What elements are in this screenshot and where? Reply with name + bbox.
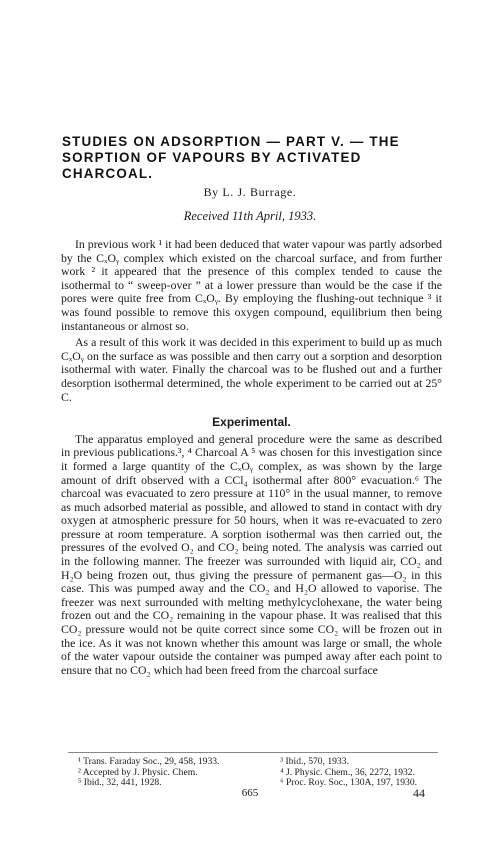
footnote: ³ Ibid., 570, 1933. [280, 756, 349, 767]
page-number: 665 [241, 787, 259, 799]
footnote: ² Accepted by J. Physic. Chem. [78, 766, 198, 778]
paragraph: The apparatus employed and general procedure were the same as described in previous publications.³, ⁴ Charcoal A ⁵ was chosen for this investigation since it formed a large quantity of the CₓOᵧ complex, as was shown by the large amount of drift observed with a CCl₄ isothermal after 800° evacuation.⁶ The charcoal was evacuated to zero pressure at 110° in the usual manner, to remove as much adsorbed material as possible, and allowed to stand in contact with dry oxygen at atmospheric pressure for 50 hours, when it was re-evacuated to zero pressure at room temperature. A sorption isothermal was then carried out, the pressures of the evolved O₂ and CO₂ being noted. The analysis was carried out in the following manner. The freezer was surrounded with liquid air, CO₂ and H₂O being frozen out, thus giving the pressure of permanent gas—O₂ in this case. This was pumped away and the CO₂ and H₂O allowed to vaporise. The freezer was next surrounded with melting methylcyclohexane, the water being frozen out and the CO₂ remaining in the vapour phase. It was realised that this CO₂ pressure would not be quite correct since some CO₂ will be frozen out in the ice. As it was not known whether this amount was large or small, the whole of the water vapour outside the container was pumped away after each point to ensure that no CO₂ which had been freed from the charcoal surface [61, 431, 442, 677]
article-body [61, 238, 442, 677]
footnote-divider [68, 752, 438, 753]
section-heading: Experimental. [212, 415, 291, 430]
author-line: By L. J. Burrage. [203, 185, 297, 199]
paragraph: In previous work ¹ it had been deduced that water vapour was partly adsorbed by the CₓOᵧ complex which existed on the charcoal surface, and from further work ² it appeared that the presence of this complex tended to cause the isothermal to “ sweep-over ” at a lower pressure than would be the case if the pores were quite free from CₓOᵧ. By employing the flushing-out technique ³ it was found possible to remove this oxygen compound, equilibrium then being instantaneous or almost so. [61, 237, 442, 333]
article-title [62, 134, 442, 182]
title-line: CHARCOAL. [62, 166, 154, 181]
footnote: ¹ Trans. Faraday Soc., 29, 458, 1933. [78, 756, 220, 767]
footnote: ⁶ Proc. Roy. Soc., 130A, 197, 1930. [280, 777, 418, 789]
footnotes [78, 757, 448, 789]
signature-mark: 44 [413, 786, 425, 800]
footnote: ⁴ J. Physic. Chem., 36, 2272, 1932. [280, 766, 415, 778]
footnote-row [78, 757, 448, 768]
title-line: STUDIES ON ADSORPTION — PART V. — THE [62, 134, 400, 149]
paragraph: As a result of this work it was decided in this experiment to build up as much CₓOᵧ on the surface as was possible and then carry out a sorption and desorption isothermal with water. Finally the charcoal was to be flushed out and a further desorption isothermal determined, the whole experiment to be carried out at 25° C. [61, 335, 442, 404]
title-line: SORPTION OF VAPOURS BY ACTIVATED [62, 150, 362, 165]
received-date: Received 11th April, 1933. [183, 209, 317, 223]
footnote: ⁵ Ibid., 32, 441, 1928. [78, 777, 162, 789]
